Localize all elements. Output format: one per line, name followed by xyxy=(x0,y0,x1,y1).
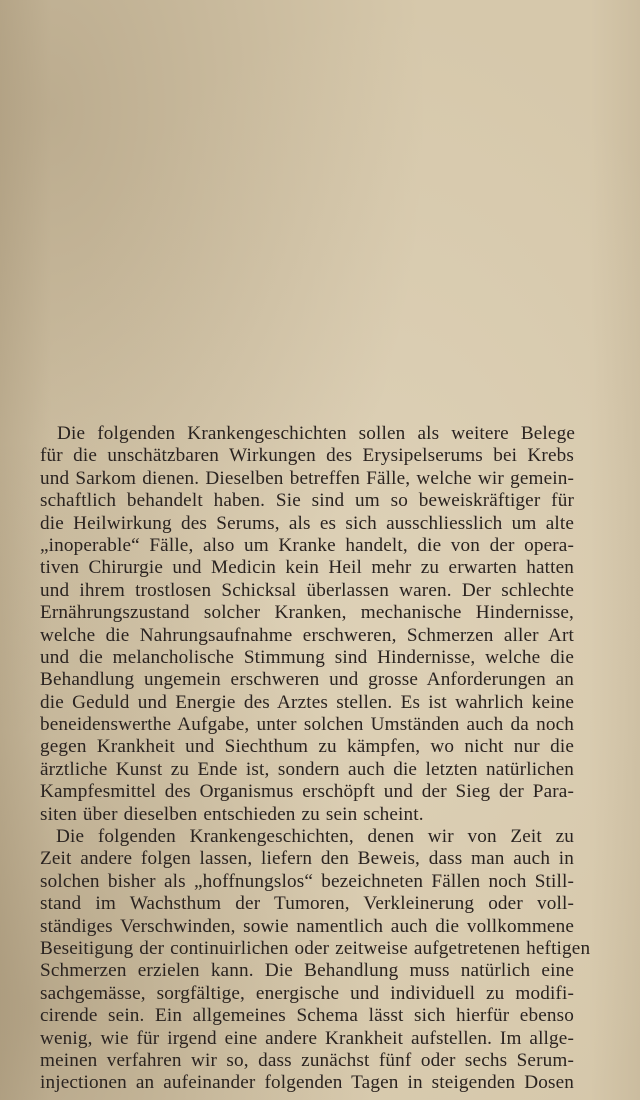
text-line: schaftlich behandelt haben. Sie sind um so beweiskräftiger für xyxy=(40,490,574,512)
text-line: siten über dieselben entschieden zu sein scheint. xyxy=(40,803,424,825)
text-line: meinen verfahren wir so, dass zunächst fünf oder sechs Serum- xyxy=(40,1049,574,1071)
text-line: Beseitigung der continuirlichen oder zeitweise aufgetretenen heftigen xyxy=(40,937,591,959)
text-line: Kampfesmittel des Organismus erschöpft und der Sieg der Para- xyxy=(40,781,574,803)
text-line: Behandlung ungemein erschweren und grosse Anforderungen an xyxy=(40,669,574,691)
text-line: für die unschätzbaren Wirkungen des Erysipelserums bei Krebs xyxy=(40,445,574,467)
text-line: die Heilwirkung des Serums, als es sich ausschliesslich um alte xyxy=(40,512,574,534)
text-line: die Geduld und Energie des Arztes stellen. Es ist wahrlich keine xyxy=(40,691,574,713)
text-line: beneidenswerthe Aufgabe, unter solchen Umständen auch da noch xyxy=(40,714,574,736)
text-line: und ihrem trostlosen Schicksal überlassen waren. Der schlechte xyxy=(40,579,574,601)
paragraph-2 xyxy=(40,826,591,1095)
text-line: und Sarkom dienen. Dieselben betreffen Fälle, welche wir gemein- xyxy=(40,467,574,489)
text-line: Die folgenden Krankengeschichten sollen als weitere Belege xyxy=(57,423,575,444)
text-line: „inoperable“ Fälle, also um Kranke handelt, die von der opera- xyxy=(40,534,574,556)
text-line: Schmerzen erzielen kann. Die Behandlung muss natürlich eine xyxy=(40,960,574,982)
text-line: Ernährungszustand solcher Kranken, mechanische Hindernisse, xyxy=(40,602,574,624)
text-line: tiven Chirurgie und Medicin kein Heil mehr zu erwarten hatten xyxy=(40,557,574,579)
text-line: sachgemässe, sorgfältige, energische und individuell zu modifi- xyxy=(40,982,574,1004)
text-line: welche die Nahrungsaufnahme erschweren, Schmerzen aller Art xyxy=(40,624,574,646)
text-line: wenig, wie für irgend eine andere Krankheit aufstellen. Im allge- xyxy=(40,1027,574,1049)
text-line: und die melancholische Stimmung sind Hindernisse, welche die xyxy=(40,646,574,668)
text-line: solchen bisher als „hoffnungslos“ bezeichneten Fällen noch Still- xyxy=(40,870,574,892)
body-text xyxy=(40,423,591,1095)
text-line: cirende sein. Ein allgemeines Schema lässt sich hierfür ebenso xyxy=(40,1005,574,1027)
text-line: gegen Krankheit und Siechthum zu kämpfen, wo nicht nur die xyxy=(40,736,574,758)
text-line: Zeit andere folgen lassen, liefern den Beweis, dass man auch in xyxy=(40,848,574,870)
text-line: stand im Wachsthum der Tumoren, Verkleinerung oder voll- xyxy=(40,893,574,915)
text-line: injectionen an aufeinander folgenden Tagen in steigenden Dosen xyxy=(40,1072,574,1094)
paragraph-1 xyxy=(40,423,574,826)
text-line: Die folgenden Krankengeschichten, denen wir von Zeit zu xyxy=(56,826,574,848)
text-line: ständiges Verschwinden, sowie namentlich auch die vollkommene xyxy=(40,915,574,937)
text-line: ärztliche Kunst zu Ende ist, sondern auch die letzten natürlichen xyxy=(40,758,574,780)
